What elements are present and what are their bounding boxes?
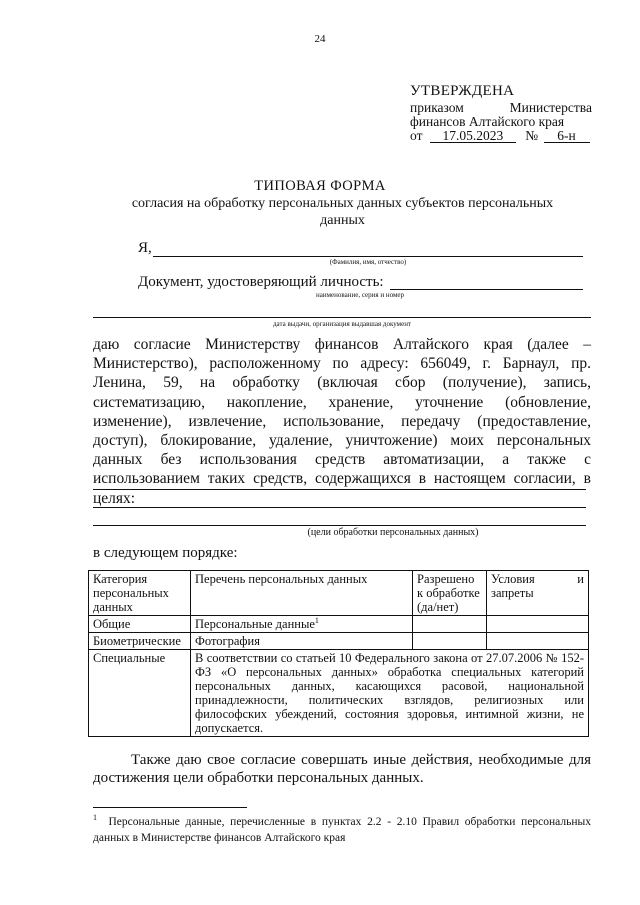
- approval-ministry-word: Министерства: [509, 100, 592, 115]
- footnote-divider: [93, 807, 247, 808]
- also-consent-text: Также даю свое согласие совершать иные действия, необходимые для достижения цели обработки персональных данных.: [93, 752, 591, 786]
- footnote-mark: 1: [93, 813, 97, 823]
- footnote: [93, 814, 591, 846]
- purpose-line-3[interactable]: [93, 525, 586, 526]
- special-text: В соответствии со статьей 10 Федерального закона от 27.07.2006 № 152-ФЗ «О персональных данных» обработка специальных категорий персональных данных, касающихся расовой, национальной принадлежности, политических взглядов, религиозных или философских убеждений, состояния здоровья, интимной жизни, не допускается.: [191, 650, 589, 737]
- row-conditions-cell[interactable]: [487, 616, 589, 633]
- purposes-caption: (цели обработки персональных данных): [307, 527, 479, 538]
- table-header-row: [89, 571, 589, 616]
- row-category: Общие: [89, 616, 191, 633]
- order-label: в следующем порядке:: [93, 545, 238, 561]
- header-category: Категория персональных данных: [89, 571, 191, 616]
- page-number: 24: [314, 33, 326, 45]
- purpose-line-1[interactable]: [93, 489, 586, 490]
- table-row: [89, 616, 589, 633]
- row-allowed-cell[interactable]: [413, 616, 487, 633]
- approval-date: 17.05.2023: [430, 129, 516, 143]
- fio-input-line[interactable]: [153, 256, 583, 257]
- approval-order-word: приказом: [410, 100, 464, 115]
- consent-text: даю согласие Министерству финансов Алтайского края (далее – Министерство), расположенному по адресу: 656049, г. Барнаул, пр. Ленина, 59, на обработку (включая сбор (получение), запись, систематизацию, накопление, хранение, уточнение (обновление, изменение), извлечение, использование, передачу (предоставление, доступ), блокирование, удаление, уничтожение) моих персональных данных без использования средств автоматизации, а также с использованием таких средств, содержащихся в настоящем согласии, в целях:: [93, 336, 591, 507]
- row-list: Фотография: [191, 633, 413, 650]
- doc-caption: наименование, серия и номер: [316, 291, 404, 299]
- doc-label: Документ, удостоверяющий личность:: [138, 274, 384, 290]
- row-conditions-cell[interactable]: [487, 633, 589, 650]
- personal-data-table: [88, 570, 589, 737]
- approval-number: 6-н: [544, 129, 590, 143]
- table-row: [89, 633, 589, 650]
- issue-caption: дата выдачи, организация выдавшая документ: [272, 320, 412, 328]
- i-label: Я,: [138, 240, 152, 256]
- row-category-special: Специальные: [89, 650, 191, 737]
- approval-date-prefix: от: [410, 128, 423, 143]
- row-list-text: Персональные данные: [195, 617, 315, 631]
- footnote-text: Персональные данные, перечисленные в пунктах 2.2 - 2.10 Правил обработки персональных данных в Министерстве финансов Алтайского края: [93, 816, 591, 844]
- row-allowed-cell[interactable]: [413, 633, 487, 650]
- purpose-line-2[interactable]: [93, 507, 586, 508]
- header-list: Перечень персональных данных: [191, 571, 413, 616]
- header-allowed: Разрешено к обработке (да/нет): [413, 571, 487, 616]
- form-title: ТИПОВАЯ ФОРМА: [254, 178, 386, 194]
- form-subtitle: согласия на обработку персональных данных субъектов персональных данных: [131, 196, 554, 228]
- approval-line-1: [410, 101, 592, 115]
- fio-caption: (Фамилия, имя, отчество): [329, 258, 407, 266]
- doc-input-line[interactable]: [390, 289, 583, 290]
- row-list: [191, 616, 413, 633]
- table-row-special: [89, 650, 589, 737]
- approval-date-line: [410, 129, 590, 143]
- approval-line-2: финансов Алтайского края: [410, 114, 565, 129]
- footnote-ref: 1: [314, 615, 319, 625]
- row-category: Биометрические: [89, 633, 191, 650]
- approval-number-prefix: №: [525, 128, 539, 143]
- approval-title: УТВЕРЖДЕНА: [410, 83, 515, 99]
- issue-input-line[interactable]: [93, 317, 591, 318]
- header-conditions: Условия и запреты: [487, 571, 589, 616]
